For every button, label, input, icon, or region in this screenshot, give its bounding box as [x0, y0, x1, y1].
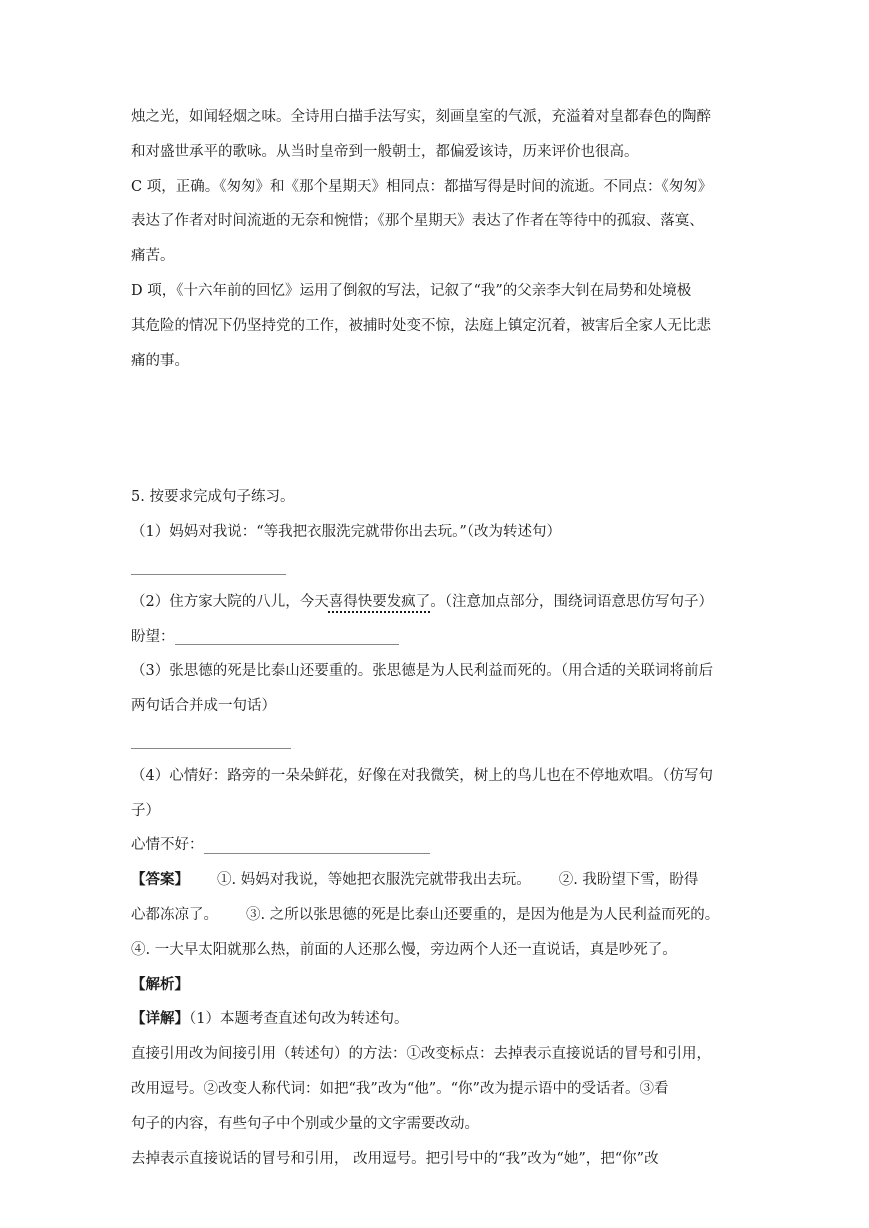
blank-line [175, 628, 399, 645]
method-line: 句子的内容，有些句子中个别或少量的文字需要改动。 [131, 1115, 479, 1132]
answer-line [131, 898, 741, 933]
option-d-line: D 项，《十六年前的回忆》运用了倒叙的写法，记叙了“我”的父亲李大钊在局势和处境极 [131, 282, 692, 299]
answer-label: 【答案】 [131, 871, 189, 889]
answer-blank-2 [131, 620, 741, 655]
text-line: 烛之光，如闻轻烟之味。全诗用白描手法写实，刻画皇室的气派，充溢着对皇都春色的陶醉 [131, 109, 711, 125]
text-line: 和对盛世承平的歌咏。从当时皇帝到一般朝士，都偏爱该诗，历来评价也很高。 [131, 143, 639, 160]
question-2 [131, 585, 741, 620]
detail-label: 【详解】 [131, 1010, 189, 1028]
option-d-line: 其危险的情况下仍坚持党的工作，被捕时处变不惊，法庭上镇定沉着，被害后全家人无比悲 [131, 317, 711, 334]
option-c-line: 痛苦。 [131, 248, 175, 265]
document-page [131, 100, 741, 1176]
option-c-line: 表达了作者对时间流逝的无奈和惋惜；《那个星期天》表达了作者在等待中的孤寂、落寞、 [131, 213, 704, 230]
method-line: 直接引用改为间接引用（转述句）的方法：①改变标点：去掉表示直接说话的冒号和引用， [131, 1046, 711, 1063]
answer-3: ③. 之所以张思德的死是比泰山还要重的，是因为他是为人民利益而死的。 [246, 906, 720, 923]
option-c-line: C 项，正确。《匆匆》和《那个星期天》相同点：都描写得是时间的流逝。不同点：《匆匆》 [131, 178, 713, 195]
question-4: 子） [131, 802, 160, 819]
question-title: 5. 按要求完成句子练习。 [131, 489, 295, 506]
answer-line [131, 863, 741, 898]
dotted-emphasis: 喜得快要发疯了 [328, 593, 431, 610]
blank-label: 心情不好： [131, 837, 204, 854]
answer-4: ④. 一大早太阳就那么热，前面的人还那么慢，旁边两个人还一直说话，真是吵死了。 [131, 941, 677, 958]
answer-1: ①. 妈妈对我说，等她把衣服洗完就带我出去玩。 [217, 872, 531, 889]
spacer [131, 378, 741, 480]
question-4: （4）心情好：路旁的一朵朵鲜花，好像在对我微笑，树上的鸟儿也在不停地欢唱。（仿写句 [131, 767, 713, 784]
blank-label: 盼望： [131, 628, 175, 645]
detail-line [131, 1002, 741, 1037]
question-3: 两句话合并成一句话） [131, 698, 276, 715]
option-d-line: 痛的事。 [131, 352, 189, 369]
answer-2-cont: 心都冻凉了。 [131, 906, 218, 923]
analysis-label: 【解析】 [131, 975, 189, 993]
answer-blank-3 [131, 724, 741, 759]
question-1: （1）妈妈对我说：“等我把衣服洗完就带你出去玩。”（改为转述句） [131, 524, 562, 541]
answer-blank-1 [131, 550, 741, 585]
method-line: 改用逗号。②改变人称代词：如把“我”改为“他”。“你”改为提示语中的受话者。③看 [131, 1080, 669, 1097]
blank-line [131, 558, 286, 575]
answer-blank-4 [131, 828, 741, 863]
blank-line [131, 732, 291, 749]
detail-text: （1）本题考查直述句改为转述句。 [189, 1011, 409, 1028]
question-2-post: 。（注意加点部分，围绕词语意思仿写句子） [430, 593, 713, 610]
question-3: （3）张思德的死是比泰山还要重的。张思德是为人民利益而死的。（用合适的关联词将前后 [131, 663, 713, 680]
method-line: 去掉表示直接说话的冒号和引用， 改用逗号。把引号中的“我”改为“她”，把“你”改 [131, 1150, 659, 1167]
blank-line [204, 837, 430, 854]
question-2-pre: （2）住方家大院的八儿，今天 [131, 593, 329, 610]
answer-2: ②. 我盼望下雪，盼得 [558, 872, 699, 889]
